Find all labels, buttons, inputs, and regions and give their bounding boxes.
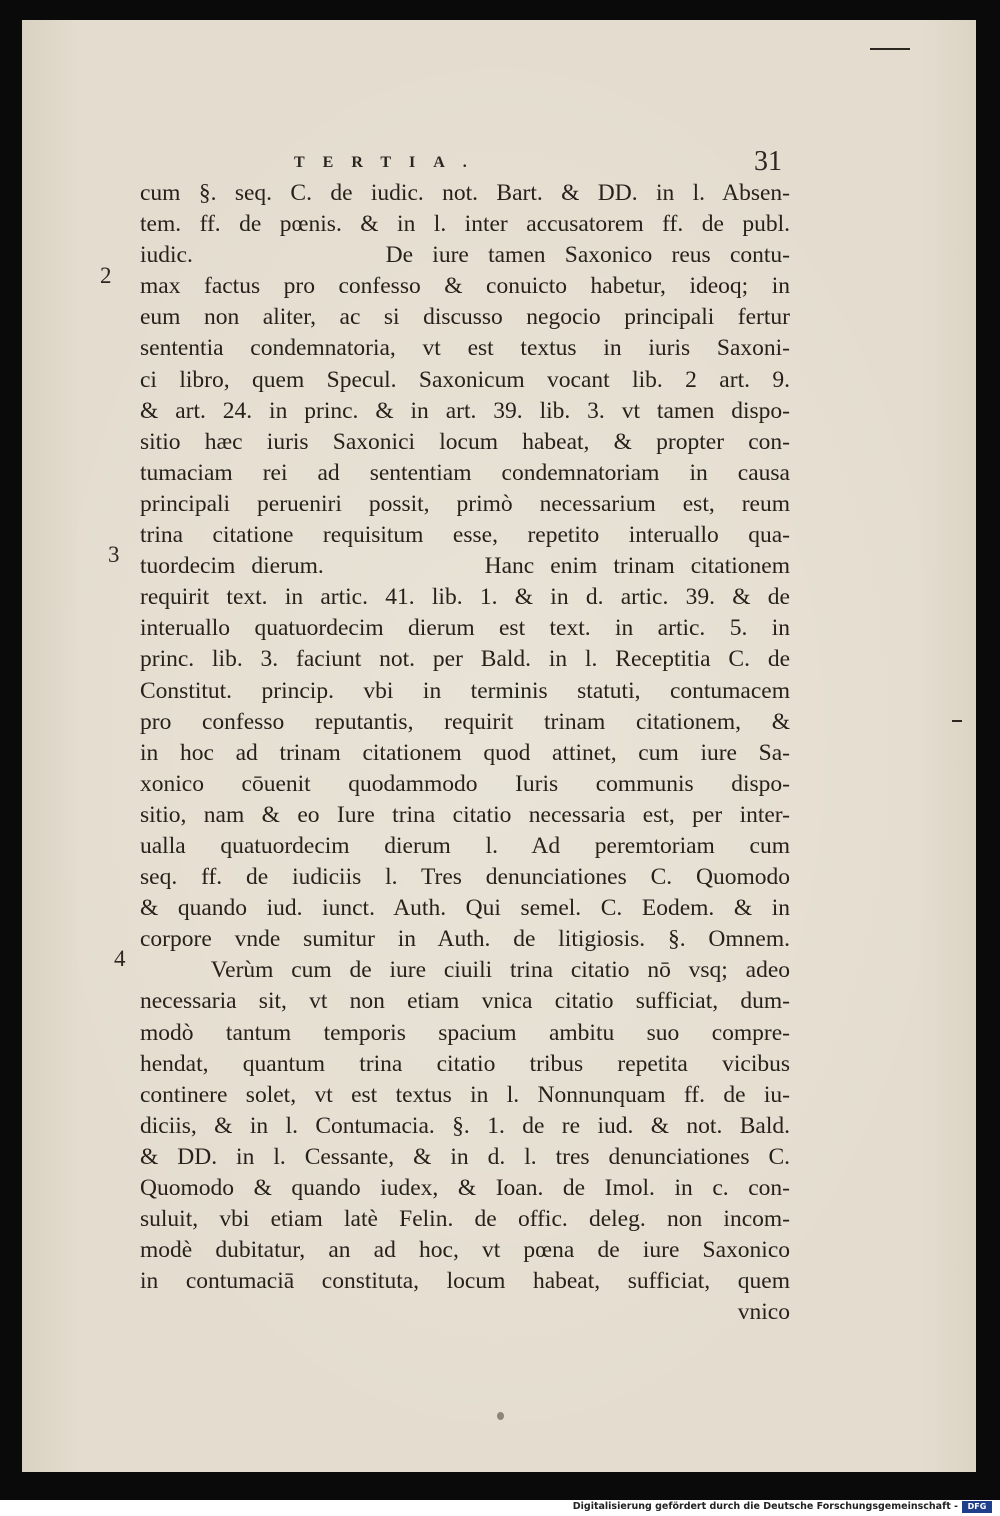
text-line: xonico cōuenit quodammodo Iuris communis dispo- [140, 770, 790, 797]
text-line: principali perueniri possit, primò necessarium est, reum [140, 490, 790, 517]
text-line: Quomodo & quando iudex, & Ioan. de Imol. in c. con- [140, 1175, 790, 1201]
book-page [22, 20, 976, 1472]
margin-number-3: 3 [108, 542, 120, 567]
running-title: TERTIA. [294, 154, 485, 171]
edge-mark [870, 48, 910, 50]
dfg-logo-icon: DFG [962, 1501, 992, 1513]
text-line: seq. ff. de iudiciis l. Tres denunciationes C. Quomodo [140, 864, 790, 891]
text-line: sententia condemnatoria, vt est textus in iuris Saxoni- [140, 335, 790, 362]
text-line: iudic. De iure tamen Saxonico reus contu- [140, 242, 790, 269]
text-line: interuallo quatuordecim dierum est text. in artic. 5. in [140, 615, 790, 642]
text-line: tuordecim dierum. Hanc enim trinam citationem [140, 553, 790, 580]
body-text [140, 178, 790, 1328]
text-line: princ. lib. 3. faciunt not. per Bald. in l. Receptitia C. de [140, 646, 790, 673]
text-line: requirit text. in artic. 41. lib. 1. & in d. artic. 39. & de [140, 584, 790, 611]
text-line: in contumaciā constituta, locum habeat, sufficiat, quem [140, 1268, 790, 1295]
text-line: & DD. in l. Cessante, & in d. l. tres denunciationes C. [140, 1143, 790, 1170]
text-line: hendat, quantum trina citatio tribus repetita vicibus [140, 1050, 790, 1077]
text-line: sitio, nam & eo Iure trina citatio necessaria est, per inter- [140, 801, 790, 828]
text-line: sitio hæc iuris Saxonici locum habeat, & propter con- [140, 428, 790, 455]
text-line: modè dubitatur, an ad hoc, vt pœna de iure Saxonico [140, 1237, 790, 1264]
text-line: ualla quatuordecim dierum l. Ad peremtoriam cum [140, 832, 790, 859]
page-number: 31 [754, 146, 782, 177]
catchword: vnico [737, 1299, 790, 1326]
text-line: cum §. seq. C. de iudic. not. Bart. & DD. in l. Absen- [140, 180, 790, 206]
text-line: & quando iud. iunct. Auth. Qui semel. C. Eodem. & in [140, 895, 790, 922]
text-line: modò tantum temporis spacium ambitu suo compre- [140, 1019, 790, 1046]
text-line: continere solet, vt est textus in l. Nonnunquam ff. de iu- [140, 1081, 790, 1108]
text-line: eum non aliter, ac si discusso negocio principali fertur [140, 304, 790, 331]
text-line: ci libro, quem Specul. Saxonicum vocant lib. 2 art. 9. [140, 366, 790, 393]
text-line: Constitut. princip. vbi in terminis statuti, contumacem [140, 677, 790, 704]
text-line: pro confesso reputantis, requirit trinam citationem, & [140, 708, 790, 735]
text-line: trina citatione requisitum esse, repetito interuallo qua- [140, 522, 790, 549]
text-line: tumaciam rei ad sententiam condemnatoriam in causa [140, 459, 790, 486]
edge-mark [952, 720, 962, 722]
text-line: Verùm cum de iure ciuili trina citatio nō vsq; adeo [140, 957, 790, 984]
text-line: & art. 24. in princ. & in art. 39. lib. 3. vt tamen dispo- [140, 397, 790, 424]
dfg-credit-text: Digitalisierung gefördert durch die Deutsche Forschungsgemeinschaft - [572, 1501, 958, 1512]
margin-number-4: 4 [114, 946, 126, 971]
ink-blot [497, 1412, 504, 1420]
text-line: max factus pro confesso & conuicto habetur, ideoq; in [140, 273, 790, 300]
text-line: diciis, & in l. Contumacia. §. 1. de re iud. & not. Bald. [140, 1112, 790, 1139]
text-line: necessaria sit, vt non etiam vnica citatio sufficiat, dum- [140, 988, 790, 1015]
text-line: corpore vnde sumitur in Auth. de litigiosis. §. Omnem. [140, 926, 790, 953]
text-line: in hoc ad trinam citationem quod attinet, cum iure Sa- [140, 739, 790, 766]
margin-number-2: 2 [100, 263, 112, 288]
text-line: suluit, vbi etiam latè Felin. de offic. deleg. non incom- [140, 1206, 790, 1233]
text-line: tem. ff. de pœnis. & in l. inter accusatorem ff. de publ. [140, 211, 790, 238]
